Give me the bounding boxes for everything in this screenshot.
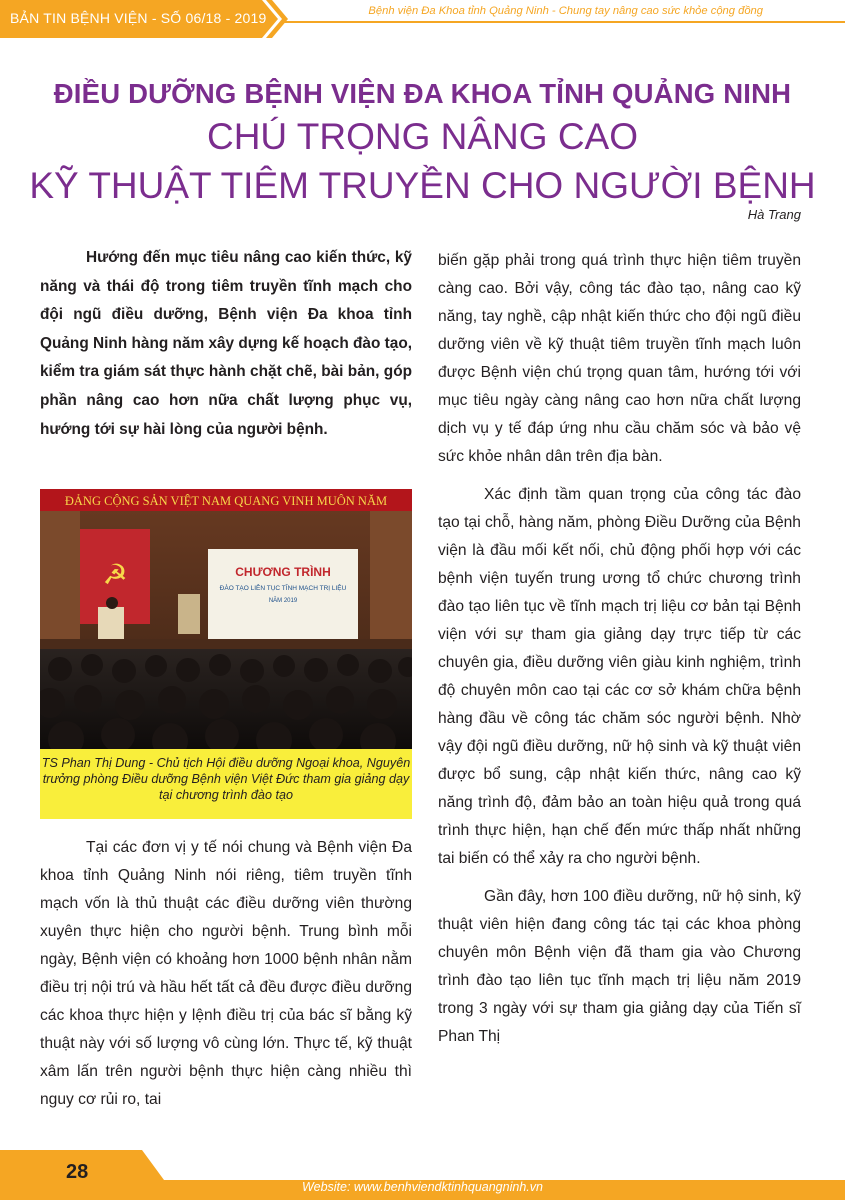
stage-banner-text: ĐẢNG CỘNG SẢN VIỆT NAM QUANG VINH MUÔN NĂM — [64, 494, 388, 508]
paragraph-1: Tại các đơn vị y tế nói chung và Bệnh viện Đa khoa tỉnh Quảng Ninh nói riêng, tiêm truyền tĩnh mạch vốn là thủ thuật các điều dưỡng viên thường xuyên thực hiện cho người bệnh. Trung bình mỗi ngày, Bệnh viện có khoảng hơn 1000 bệnh nhân nằm điều trị nội trú và hầu hết tất cả đều được điều dưỡng các khoa thực hiện y lệnh điều trị của bác sĩ bằng kỹ thuật này với số lượng vô cùng lớn. Thực tế, kỹ thuật xâm lấn trên người bệnh thực hiện càng nhiều thì nguy cơ rủi ro, tai — [40, 839, 412, 1108]
hospital-slogan: Bệnh viện Đa Khoa tỉnh Quảng Ninh - Chung tay nâng cao sức khỏe cộng đồng — [368, 5, 763, 17]
newsletter-issue-label: BẢN TIN BỆNH VIỆN - SỐ 06/18 - 2019 — [10, 10, 267, 26]
paragraph-2: Xác định tầm quan trọng của công tác đào tạo tại chỗ, hàng năm, phòng Điều Dưỡng của Bệnh viện là đầu mối kết nối, chủ động phối hợp với các bệnh viện tuyến trung ương tổ chức chương trình đào tạo liên tục về tĩnh mạch trị liệu cơ bản tại Bệnh viện với sự tham gia giảng dạy trực tiếp từ các chuyên gia, điều dưỡng viên giàu kinh nghiệm, trình độ chuyên môn cao tại các cơ sở khám chữa bệnh hàng đầu về công tác chăm sóc người bệnh. Nhờ vậy đội ngũ điều dưỡng, nữ hộ sinh và kỹ thuật viên được bổ sung, cập nhật kiến thức, nâng cao kỹ năng trình độ, đảm bảo an toàn hiệu quả trong quá trình thực hiện, hạn chế đến mức thấp nhất những tai biến có thể xảy ra cho người bệnh. — [438, 486, 801, 867]
article-title-line1: ĐIỀU DƯỠNG BỆNH VIỆN ĐA KHOA TỈNH QUẢNG NINH — [53, 78, 792, 109]
screen-subtitle: ĐÀO TẠO LIÊN TỤC TĨNH MẠCH TRỊ LIỆU — [219, 585, 347, 592]
paragraph-1-continued: biến gặp phải trong quá trình thực hiện tiêm truyền càng cao. Bởi vậy, công tác đào tạo, nâng cao kỹ năng, tay nghề, cập nhật kiến thức cho đội ngũ điều dưỡng viên về kỹ thuật tiêm truyền tĩnh mạch luôn được Bệnh viện chú trọng quan tâm, hướng tới với mục tiêu ngày càng nâng cao hơn nữa chất lượng dịch vụ y tế đáp ứng nhu cầu chăm sóc và bảo vệ sức khỏe nhân dân trên địa bàn. — [438, 252, 801, 465]
article-title-line3: KỸ THUẬT TIÊM TRUYỀN CHO NGƯỜI BỆNH — [29, 165, 816, 206]
article-lead — [40, 244, 412, 444]
website-link[interactable]: Website: www.benhviendktinhquangninh.vn — [302, 1180, 543, 1194]
article-author: Hà Trang — [747, 207, 801, 222]
article-photo — [40, 489, 412, 749]
screen-year: NĂM 2019 — [268, 598, 298, 604]
hammer-sickle-icon: ☭ — [102, 558, 128, 591]
screen-title: CHƯƠNG TRÌNH — [235, 565, 331, 579]
page-number: 28 — [66, 1161, 89, 1183]
conference-hall-illustration — [40, 489, 412, 749]
paragraph-3: Gần đây, hơn 100 điều dưỡng, nữ hộ sinh, kỹ thuật viên hiện đang công tác tại các khoa phòng chuyên môn Bệnh viện đã tham gia vào Chương trình đào tạo liên tục tĩnh mạch trị liệu năm 2019 trong 3 ngày với sự tham gia giảng dạy của Tiến sĩ Phan Thị — [438, 888, 801, 1045]
right-column — [438, 247, 801, 1051]
page-header — [0, 0, 845, 38]
photo-caption: TS Phan Thị Dung - Chủ tịch Hội điều dưỡng Ngoại khoa, Nguyên trưởng phòng Điều dưỡng Bệnh viện Việt Đức tham gia giảng dạy tại chương trình đào tạo — [40, 749, 412, 819]
lead-text: Hướng đến mục tiêu nâng cao kiến thức, kỹ năng và thái độ trong tiêm truyền tĩnh mạch cho đội ngũ điều dưỡng, Bệnh viện Đa khoa tỉnh Quảng Ninh hàng năm xây dựng kế hoạch đào tạo, kiểm tra giám sát thực hành chặt chẽ, bài bản, góp phần nâng cao hơn nữa chất lượng phục vụ, hướng tới sự hài lòng của người bệnh. — [40, 249, 413, 438]
left-column-body — [40, 834, 412, 1114]
article-title-line2: CHÚ TRỌNG NÂNG CAO — [206, 116, 638, 157]
